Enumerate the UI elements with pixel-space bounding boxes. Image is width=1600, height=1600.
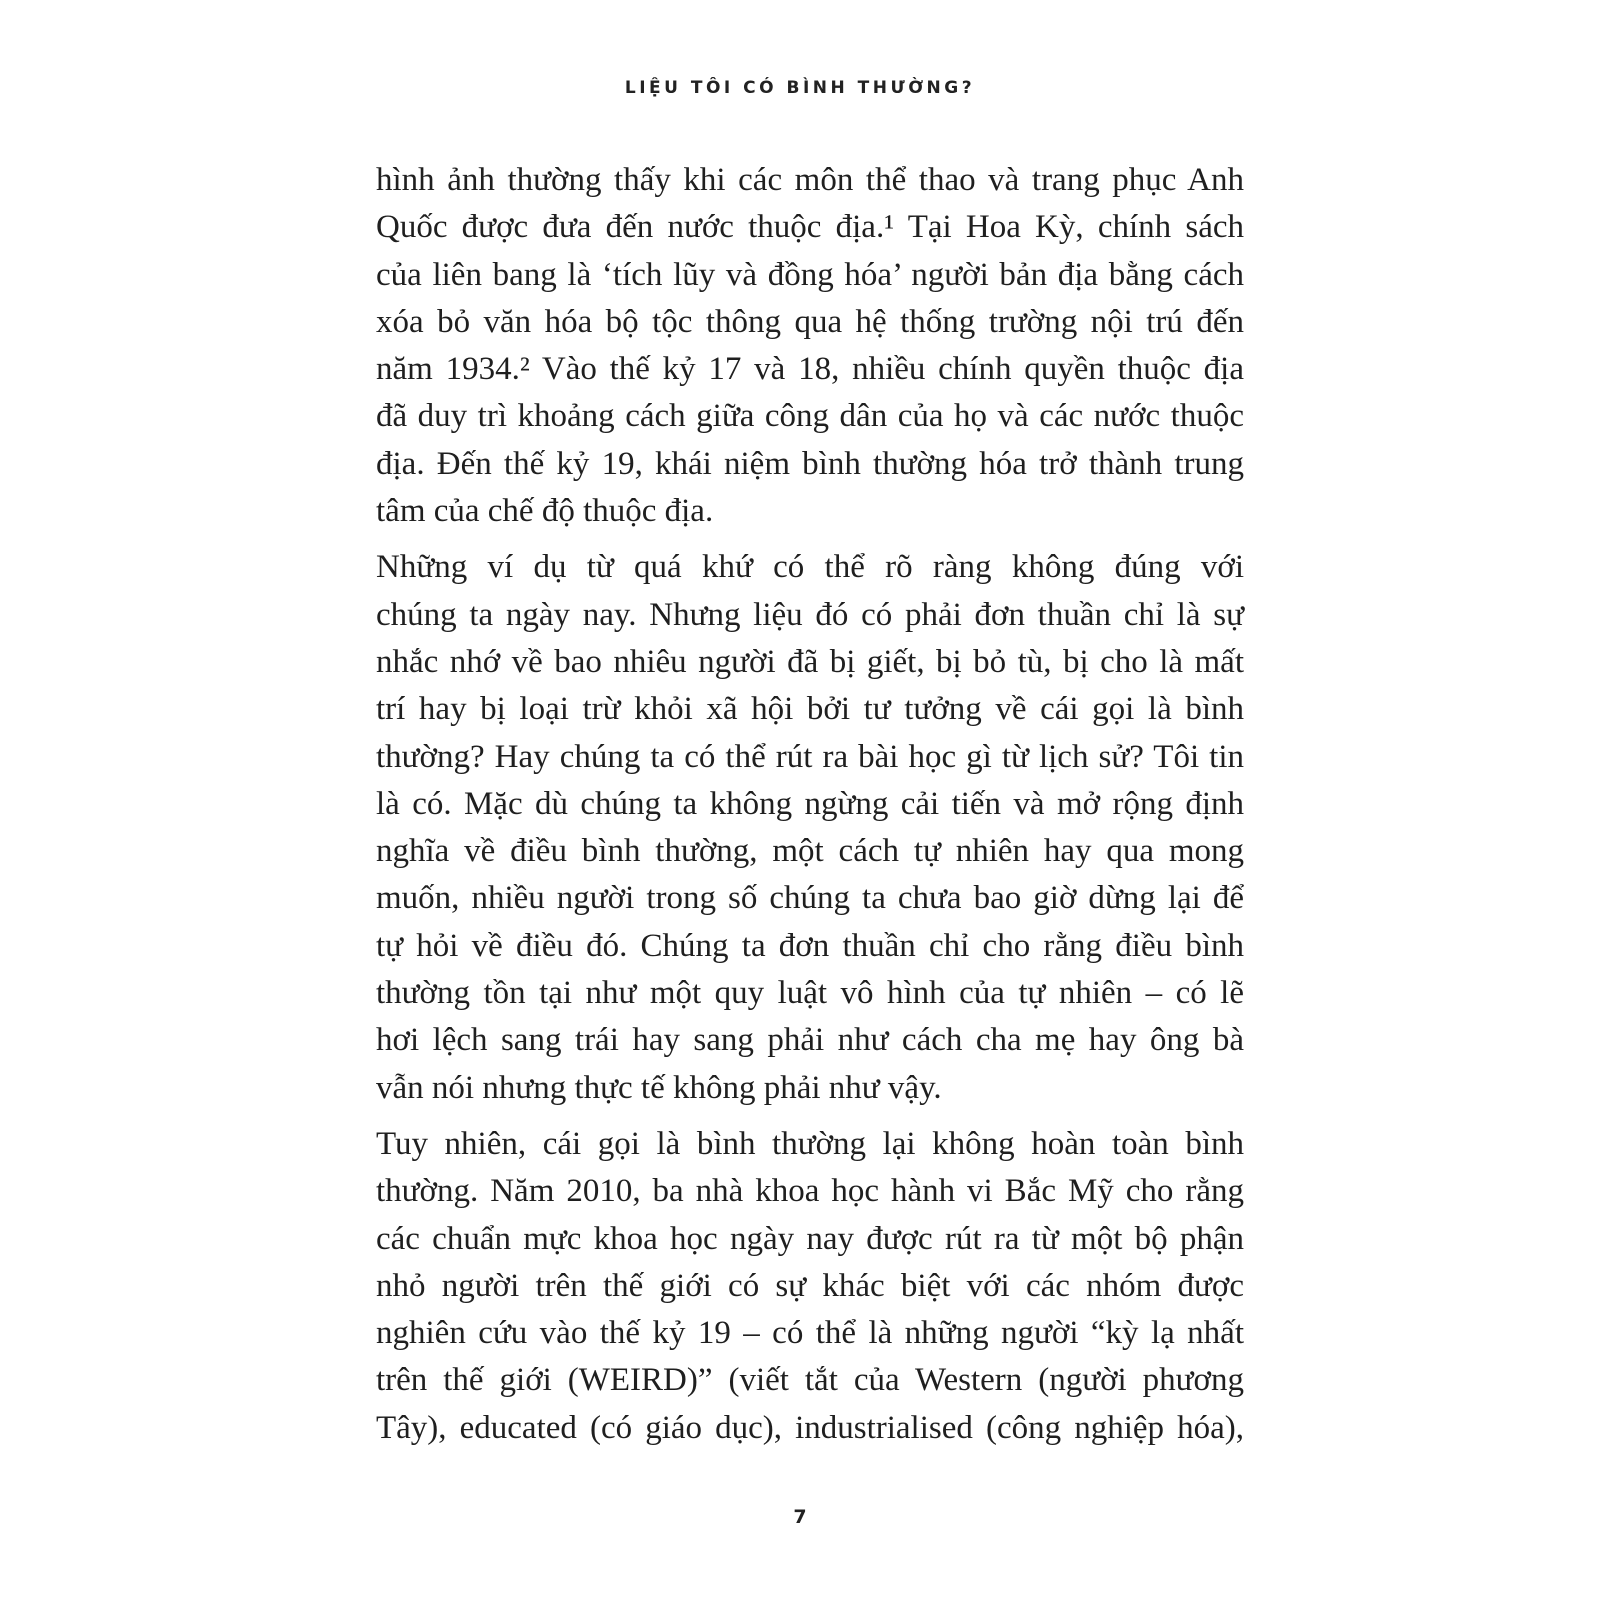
text-line: nghiên cứu vào thế kỷ 19 – có thể là những người “kỳ lạ nhất bbox=[376, 1315, 1244, 1352]
paragraph-2 bbox=[376, 544, 1244, 1112]
body-text bbox=[376, 157, 1244, 1452]
text-line: chúng ta ngày nay. Nhưng liệu đó có phải đơn thuần chỉ là sự bbox=[376, 596, 1244, 633]
page-number: 7 bbox=[793, 1506, 807, 1528]
text-line: hình ảnh thường thấy khi các môn thể thao và trang phục Anh bbox=[376, 162, 1244, 198]
paragraph-gap bbox=[376, 535, 1244, 544]
text-line: xóa bỏ văn hóa bộ tộc thông qua hệ thống trường nội trú đến bbox=[376, 303, 1244, 340]
text-line: Những ví dụ từ quá khứ có thể rõ ràng không đúng với bbox=[376, 549, 1244, 586]
text-line: trên thế giới (WEIRD)” (viết tắt của Western (người phương bbox=[376, 1362, 1244, 1399]
text-line: đã duy trì khoảng cách giữa công dân của họ và các nước thuộc bbox=[376, 398, 1244, 435]
text-line: Tuy nhiên, cái gọi là bình thường lại không hoàn toàn bình bbox=[376, 1125, 1244, 1162]
text-line: địa. Đến thế kỷ 19, khái niệm bình thường hóa trở thành trung bbox=[376, 445, 1244, 482]
text-line: tự hỏi về điều đó. Chúng ta đơn thuần chỉ cho rằng điều bình bbox=[376, 927, 1244, 964]
text-line: nhắc nhớ về bao nhiêu người đã bị giết, bị bỏ tù, bị cho là mất bbox=[376, 643, 1244, 680]
text-line: Quốc được đưa đến nước thuộc địa.¹ Tại Hoa Kỳ, chính sách bbox=[376, 209, 1244, 246]
text-line: là có. Mặc dù chúng ta không ngừng cải tiến và mở rộng định bbox=[376, 785, 1244, 822]
text-line: năm 1934.² Vào thế kỷ 17 và 18, nhiều chính quyền thuộc địa bbox=[376, 351, 1244, 388]
text-line: vẫn nói nhưng thực tế không phải như vậy. bbox=[376, 1069, 942, 1106]
text-line: nghĩa về điều bình thường, một cách tự nhiên hay qua mong bbox=[376, 833, 1244, 870]
text-line: trí hay bị loại trừ khỏi xã hội bởi tư tưởng về cái gọi là bình bbox=[376, 691, 1244, 728]
paragraph-1 bbox=[376, 157, 1244, 535]
text-line: các chuẩn mực khoa học ngày nay được rút ra từ một bộ phận bbox=[376, 1220, 1244, 1257]
text-line: tâm của chế độ thuộc địa. bbox=[376, 493, 714, 530]
text-line: của liên bang là ‘tích lũy và đồng hóa’ người bản địa bằng cách bbox=[376, 256, 1244, 293]
paragraph-gap bbox=[376, 1112, 1244, 1121]
text-line: muốn, nhiều người trong số chúng ta chưa bao giờ dừng lại để bbox=[376, 880, 1244, 917]
text-line: thường tồn tại như một quy luật vô hình của tự nhiên – có lẽ bbox=[376, 975, 1244, 1012]
text-line: thường. Năm 2010, ba nhà khoa học hành vi Bắc Mỹ cho rằng bbox=[376, 1173, 1244, 1210]
running-head: LIỆU TÔI CÓ BÌNH THƯỜNG? bbox=[624, 78, 976, 98]
text-line: thường? Hay chúng ta có thể rút ra bài học gì từ lịch sử? Tôi tin bbox=[376, 738, 1244, 775]
text-line: nhỏ người trên thế giới có sự khác biệt với các nhóm được bbox=[376, 1267, 1244, 1304]
text-line: hơi lệch sang trái hay sang phải như cách cha mẹ hay ông bà bbox=[376, 1022, 1244, 1059]
paragraph-3 bbox=[376, 1121, 1244, 1452]
text-line: Tây), educated (có giáo dục), industrialised (công nghiệp hóa), bbox=[376, 1409, 1244, 1446]
